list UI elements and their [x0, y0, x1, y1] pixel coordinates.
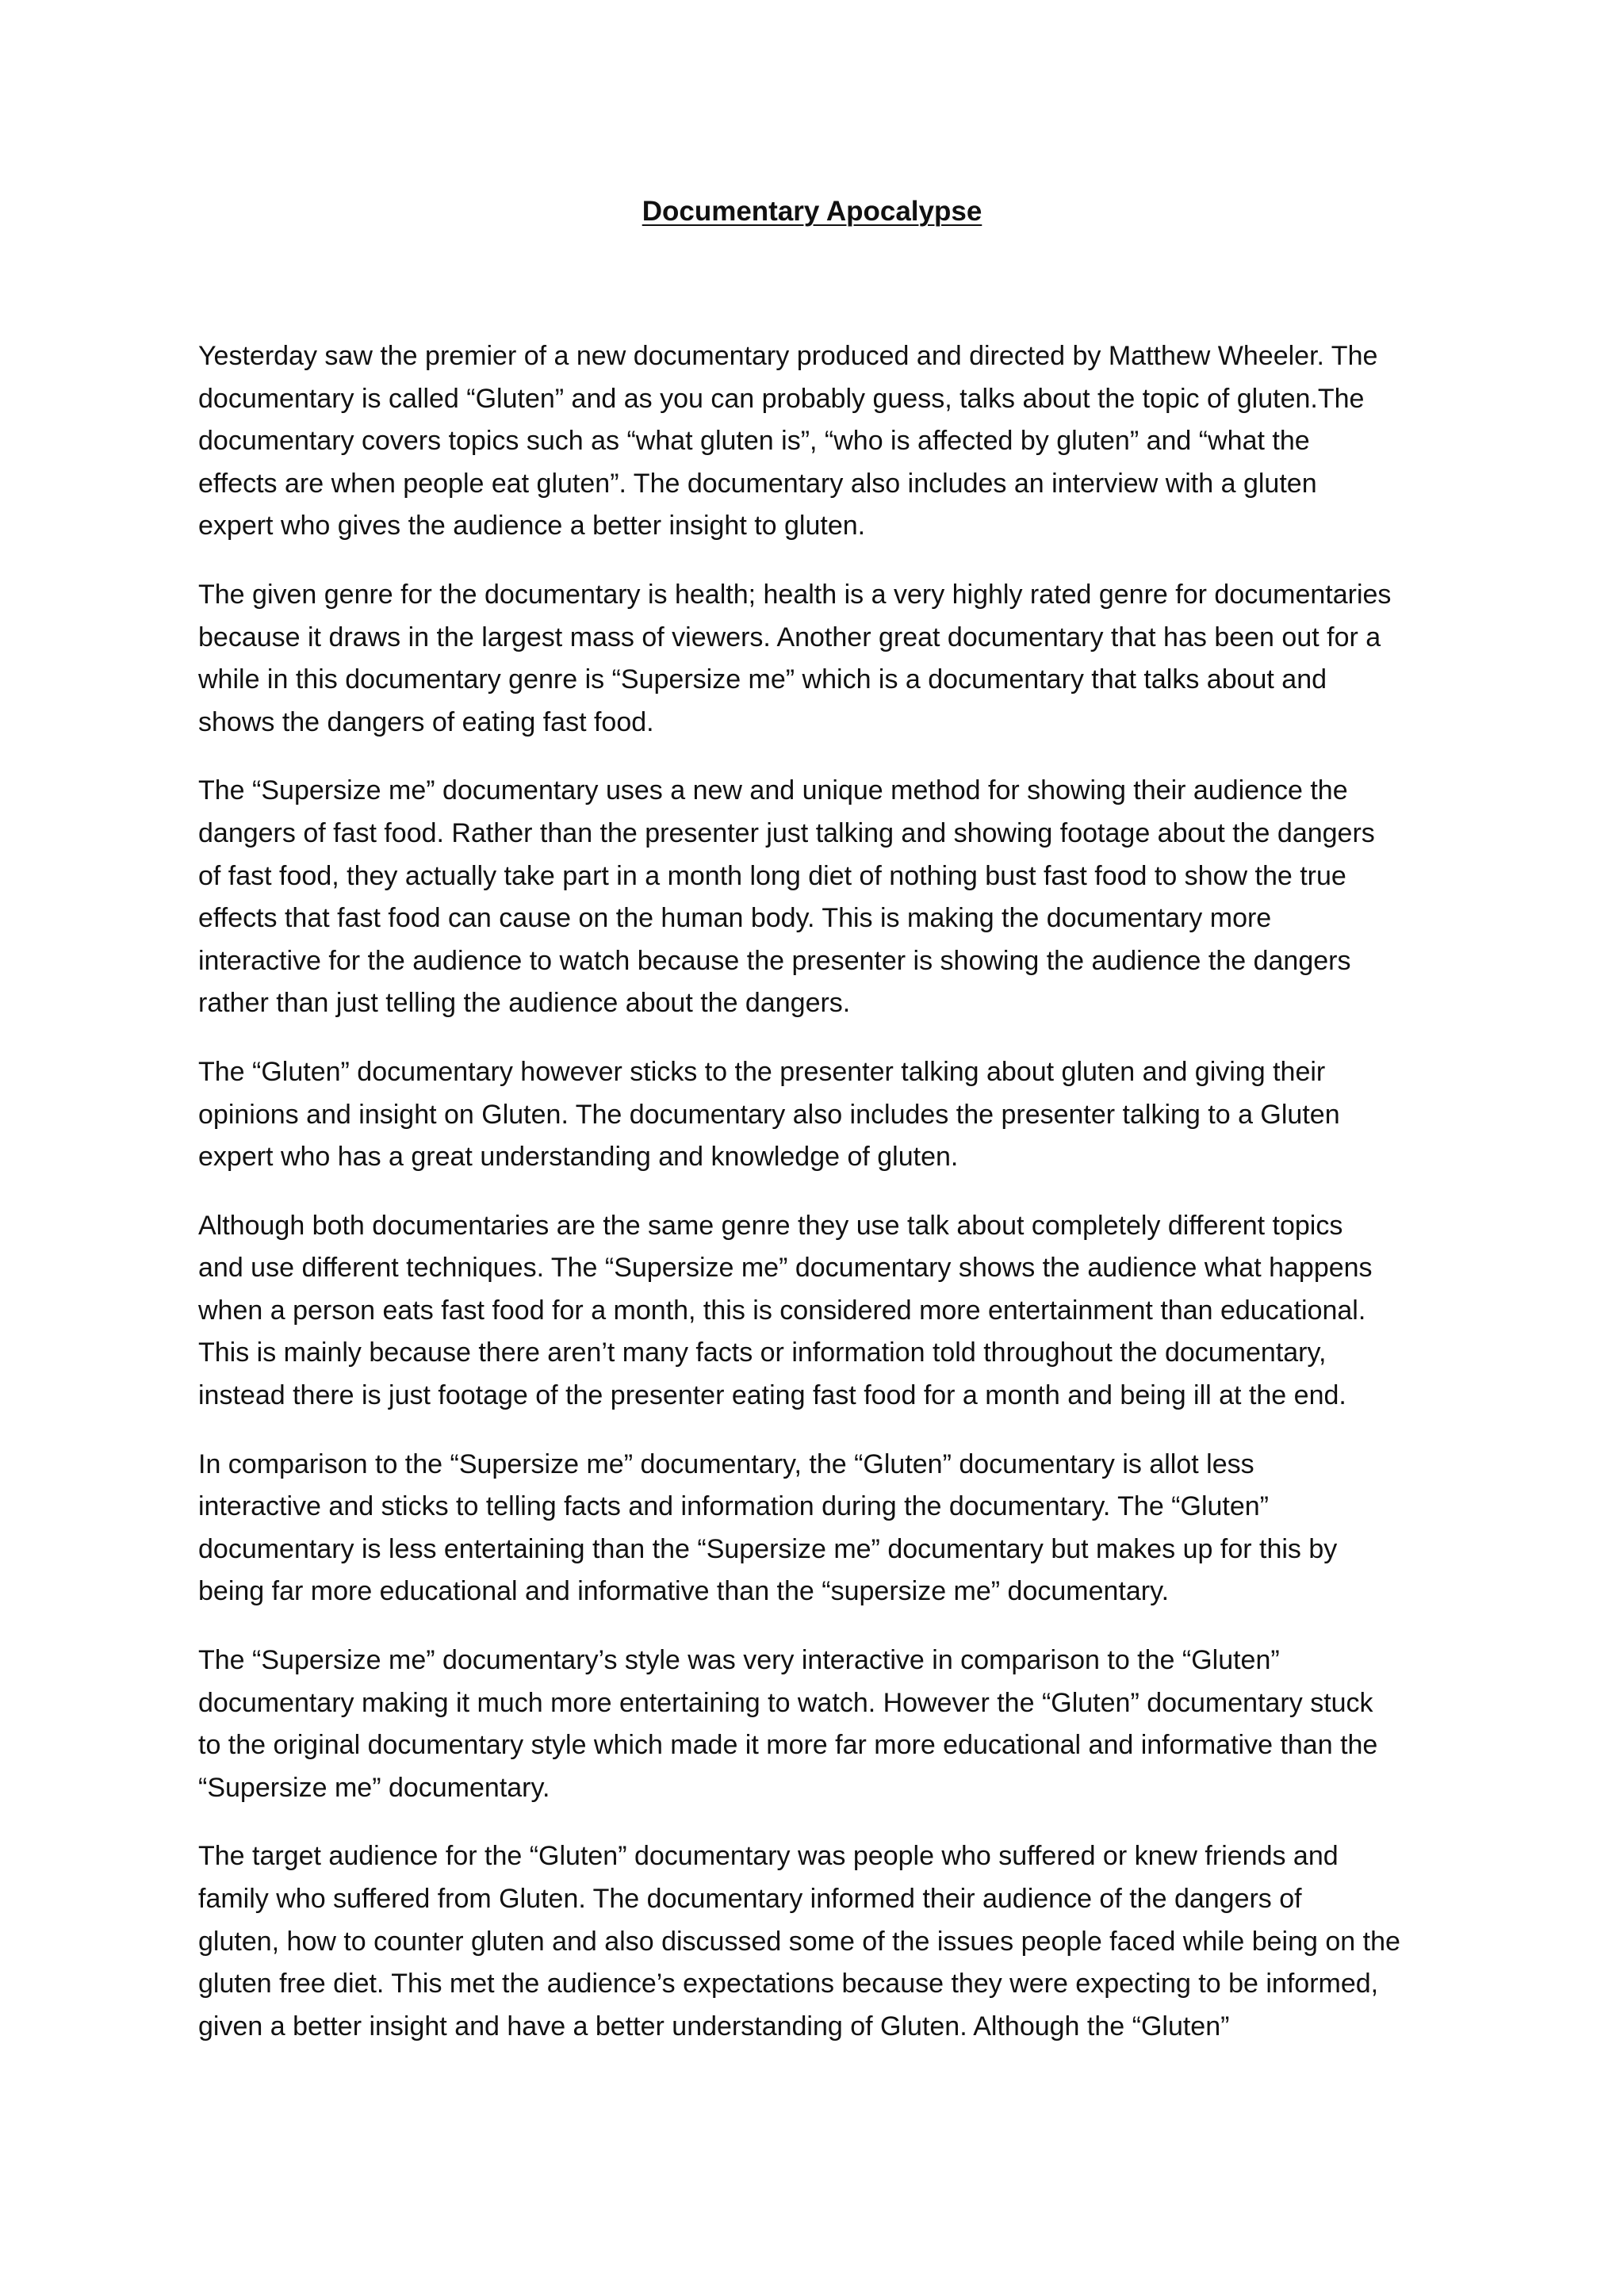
- document-body: [198, 335, 1443, 2074]
- document-title: Documentary Apocalypse: [642, 196, 982, 227]
- text-line: gluten, how to counter gluten and also discussed some of the issues people faced while being on the: [198, 1926, 1400, 1957]
- text-line: effects are when people eat gluten”. The documentary also includes an interview with a gluten: [198, 468, 1317, 499]
- text-line: The “Gluten” documentary however sticks to the presenter talking about gluten and giving their: [198, 1056, 1326, 1087]
- text-line: The “Supersize me” documentary uses a new and unique method for showing their audience the: [198, 775, 1348, 806]
- paragraph-2: [198, 574, 1443, 744]
- text-line: documentary is less entertaining than the “Supersize me” documentary but makes up for this by: [198, 1533, 1338, 1564]
- text-line: of fast food, they actually take part in a month long diet of nothing bust fast food to show the true: [198, 860, 1346, 891]
- paragraph-8: [198, 1835, 1443, 2048]
- text-line: Yesterday saw the premier of a new documentary produced and directed by Matthew Wheeler. The: [198, 341, 1378, 371]
- text-line: effects that fast food can cause on the human body. This is making the documentary more: [198, 903, 1272, 934]
- text-line: Although both documentaries are the same genre they use talk about completely different topics: [198, 1210, 1343, 1241]
- text-line: The target audience for the “Gluten” documentary was people who suffered or knew friends and: [198, 1841, 1339, 1872]
- text-line: to the original documentary style which made it more far more educational and informative than the: [198, 1730, 1378, 1761]
- text-line: when a person eats fast food for a month, this is considered more entertainment than educational.: [198, 1295, 1366, 1326]
- text-line: instead there is just footage of the presenter eating fast food for a month and being ill at the end.: [198, 1380, 1346, 1411]
- text-line: shows the dangers of eating fast food.: [198, 706, 654, 737]
- text-line: expert who has a great understanding and knowledge of gluten.: [198, 1142, 959, 1173]
- text-line: gluten free diet. This met the audience’s expectations because they were expecting to be informed,: [198, 1969, 1379, 1999]
- text-line: because it draws in the largest mass of viewers. Another great documentary that has been out for a: [198, 622, 1381, 652]
- paragraph-7: [198, 1640, 1443, 1809]
- text-line: In comparison to the “Supersize me” documentary, the “Gluten” documentary is allot less: [198, 1448, 1254, 1479]
- text-line: documentary is called “Gluten” and as you can probably guess, talks about the topic of gluten.The: [198, 383, 1365, 414]
- text-line: and use different techniques. The “Supersize me” documentary shows the audience what happens: [198, 1253, 1373, 1284]
- text-line: rather than just telling the audience about the dangers.: [198, 988, 851, 1019]
- text-line: expert who gives the audience a better insight to gluten.: [198, 511, 866, 541]
- text-line: interactive and sticks to telling facts and information during the documentary. The “Gluten”: [198, 1491, 1269, 1522]
- text-line: being far more educational and informative than the “supersize me” documentary.: [198, 1576, 1170, 1607]
- text-line: family who suffered from Gluten. The documentary informed their audience of the dangers of: [198, 1884, 1302, 1914]
- text-line: “Supersize me” documentary.: [198, 1772, 550, 1803]
- text-line: dangers of fast food. Rather than the presenter just talking and showing footage about the dangers: [198, 817, 1375, 848]
- paragraph-1: [198, 335, 1443, 548]
- text-line: The given genre for the documentary is health; health is a very highly rated genre for documentaries: [198, 579, 1392, 610]
- paragraph-4: [198, 1051, 1443, 1179]
- text-line: given a better insight and have a better understanding of Gluten. Although the “Gluten”: [198, 2011, 1230, 2042]
- text-line: documentary covers topics such as “what gluten is”, “who is affected by gluten” and “what the: [198, 426, 1310, 457]
- paragraph-3: [198, 770, 1443, 1025]
- text-line: documentary making it much more entertaining to watch. However the “Gluten” documentary stuck: [198, 1687, 1373, 1718]
- paragraph-6: [198, 1444, 1443, 1613]
- text-line: opinions and insight on Gluten. The documentary also includes the presenter talking to a Gluten: [198, 1099, 1340, 1130]
- text-line: This is mainly because there aren’t many facts or information told throughout the documentary,: [198, 1337, 1327, 1368]
- paragraph-5: [198, 1205, 1443, 1418]
- text-line: The “Supersize me” documentary’s style was very interactive in comparison to the “Gluten”: [198, 1645, 1280, 1676]
- text-line: interactive for the audience to watch because the presenter is showing the audience the dangers: [198, 945, 1351, 976]
- text-line: while in this documentary genre is “Supersize me” which is a documentary that talks about and: [198, 664, 1327, 695]
